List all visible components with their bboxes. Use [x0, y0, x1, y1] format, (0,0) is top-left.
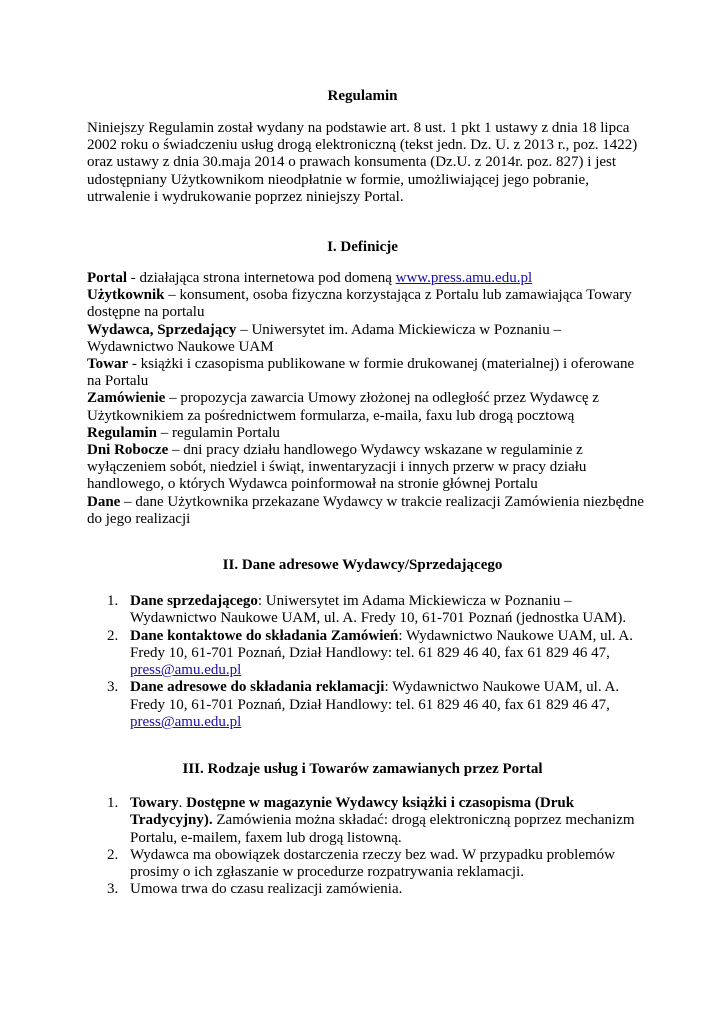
item-term: Dane kontaktowe do składania Zamówień — [130, 627, 399, 644]
email-link[interactable]: press@amu.edu.pl — [130, 662, 242, 679]
definition-text: – Uniwersytet im. Adama Mickiewicza w Poznaniu – Wydawnictwo Naukowe UAM — [87, 321, 561, 355]
list-item — [107, 847, 647, 882]
item-term: Dane sprzedającego — [130, 593, 258, 609]
section-heading-definitions: I. Definicje — [327, 239, 398, 255]
definition-portal — [87, 270, 647, 287]
list-item — [107, 795, 647, 847]
list-item — [107, 628, 647, 680]
definition-term: Użytkownik — [87, 287, 165, 304]
item-text: : Uniwersytet im Adama Mickiewicza w Poznaniu – Wydawnictwo Naukowe UAM, ul. A. Fredy 10, 61-701 Poznań (jednostka UAM). — [130, 593, 627, 627]
definition-zamowienie — [87, 390, 647, 424]
definitions-list — [87, 270, 647, 528]
definition-term: Zamówienie — [87, 390, 166, 407]
list-item — [107, 679, 647, 731]
list-number: 2. — [107, 627, 119, 644]
definition-text: - działająca strona internetowa pod domeną — [126, 270, 396, 286]
page-title: Regulamin — [327, 88, 398, 104]
services-list — [107, 795, 647, 899]
definition-text: - książki i czasopisma publikowane w formie drukowanej (materialnej) i oferowane na Portalu — [87, 356, 635, 390]
list-number: 1. — [107, 795, 119, 811]
definition-dni-robocze — [87, 442, 647, 494]
definition-term: Regulamin — [87, 424, 158, 441]
definition-regulamin — [87, 425, 647, 442]
portal-domain-link[interactable]: www.press.amu.edu.pl — [395, 270, 533, 286]
list-number: 3. — [107, 679, 119, 696]
item-term-secondary: Dostępne w magazynie Wydawcy książki i czasopisma (Druk Tradycyjny). — [130, 795, 575, 829]
list-item — [107, 593, 647, 628]
definition-term: Dni Robocze — [87, 442, 169, 459]
definition-term: Towar — [87, 356, 129, 373]
item-text: Umowa trwa do czasu realizacji zamówienia. — [130, 881, 403, 898]
intro-paragraph — [87, 120, 647, 206]
list-number: 2. — [107, 846, 119, 863]
definition-text: – dni pracy działu handlowego Wydawcy wskazane w regulaminie z wyłączeniem sobót, niedziel i świąt, inwentaryzacji i innych przerw w pracy działu handlowego, o których Wydawca poinformował na stronie głównej Portalu — [87, 442, 587, 493]
section-heading-services: III. Rodzaje usług i Towarów zamawianych przez Portal — [182, 761, 543, 777]
definition-term: Portal — [87, 270, 127, 286]
definition-uzytkownik — [87, 287, 647, 321]
email-link[interactable]: press@amu.edu.pl — [130, 714, 242, 731]
definition-text: – dane Użytkownika przekazane Wydawcy w trakcie realizacji Zamówienia niezbędne do jego realizacji — [87, 493, 644, 527]
intro-text: Niniejszy Regulamin został wydany na podstawie art. 8 ust. 1 pkt 1 ustawy z dnia 18 lipca 2002 roku o świadczeniu usług drogą elektroniczną (tekst jedn. Dz. U. z 2013 r., poz. 1422) oraz ustawy z dnia 30.maja 2014 o prawach konsumenta (Dz.U. z 2014r. poz. 827) i jest udostępniany Użytkownikom nieodpłatnie w formie, umożliwiającej jego pobranie, utrwalenie i wydrukowanie poprzez niniejszy Portal. — [87, 120, 638, 205]
item-text: Zamówienia można składać: drogą elektroniczną poprzez mechanizm Portalu, e-mailem, faxem lub drogą listowną. — [130, 812, 635, 846]
definition-wydawca — [87, 322, 647, 356]
definition-towar — [87, 356, 647, 390]
item-text: : Wydawnictwo Naukowe UAM, ul. A. Fredy 10, 61-701 Poznań, Dział Handlowy: tel. 61 829 46 40, fax 61 829 46 47, — [130, 627, 634, 661]
item-separator: . — [178, 795, 187, 811]
section-heading-address: II. Dane adresowe Wydawcy/Sprzedającego — [222, 557, 503, 573]
list-number: 1. — [107, 593, 119, 609]
item-text: Wydawca ma obowiązek dostarczenia rzeczy bez wad. W przypadku problemów prosimy o ich zgłaszanie w procedurze rozpatrywania reklamacji. — [130, 846, 615, 881]
address-list — [107, 593, 647, 731]
item-term: Towary — [130, 795, 179, 811]
definition-text: – regulamin Portalu — [157, 424, 280, 441]
definition-term: Wydawca, Sprzedający — [87, 321, 237, 338]
list-item — [107, 881, 647, 898]
definition-text: – konsument, osoba fizyczna korzystająca z Portalu lub zamawiająca Towary dostępne na portalu — [87, 287, 632, 321]
definition-dane — [87, 494, 647, 528]
definition-term: Dane — [87, 493, 121, 510]
item-text: : Wydawnictwo Naukowe UAM, ul. A. Fredy 10, 61-701 Poznań, Dział Handlowy: tel. 61 829 46 40, fax 61 829 46 47, — [130, 679, 620, 713]
item-term: Dane adresowe do składania reklamacji — [130, 679, 385, 696]
definition-text: – propozycja zawarcia Umowy złożonej na odległość przez Wydawcę z Użytkownikiem za pośrednictwem formularza, e-maila, faxu lub drogą pocztową — [87, 390, 599, 424]
list-number: 3. — [107, 881, 119, 898]
